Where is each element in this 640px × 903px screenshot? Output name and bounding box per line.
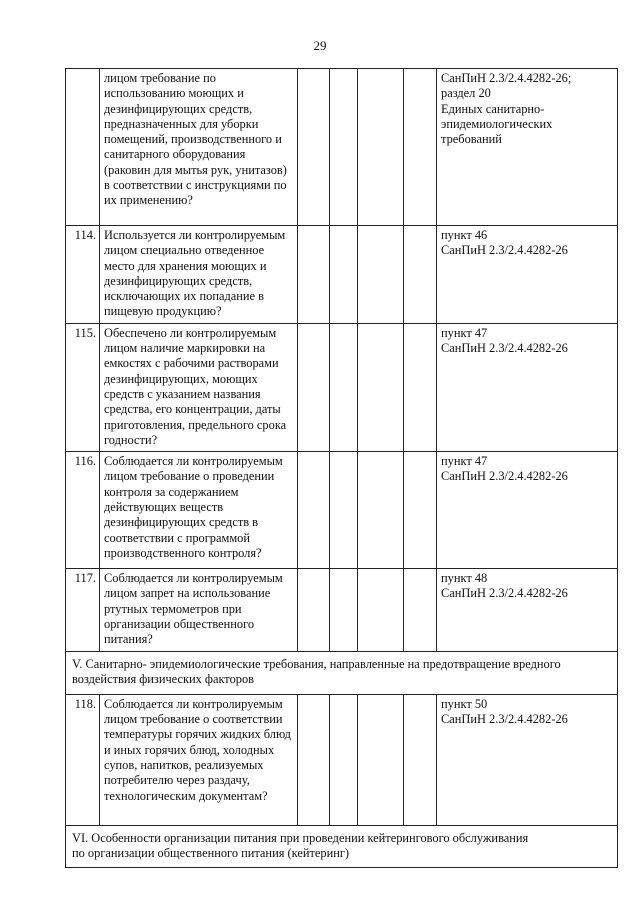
item-question: Соблюдается ли контролируемым лицом требование о проведении контроля за содержанием действующих веществ дезинфицирующих средств в соответствии с программой производственного контроля? [100, 452, 298, 569]
table-row [66, 569, 618, 652]
item-question: Обеспечено ли контролируемым лицом наличие маркировки на емкостях с рабочими растворами дезинфицирующих, моющих средств с указанием названия средства, его концентрации, даты приготовления, предельного срока годности? [100, 323, 298, 451]
item-reference: СанПиН 2.3/2.4.4282-26; раздел 20 Единых санитарно- эпидемиологических требований [437, 69, 618, 226]
answer-na-cell [358, 694, 404, 825]
item-number: 118. [66, 694, 100, 825]
answer-no-cell [330, 69, 358, 226]
answer-yes-cell [298, 69, 330, 226]
answer-count-cell [404, 323, 437, 451]
item-number: 117. [66, 569, 100, 652]
answer-count-cell [404, 69, 437, 226]
answer-no-cell [330, 226, 358, 324]
answer-count-cell [404, 452, 437, 569]
item-question: Соблюдается ли контролируемым лицом запрет на использование ртутных термометров при организации общественного питания? [100, 569, 298, 652]
answer-no-cell [330, 452, 358, 569]
answer-yes-cell [298, 569, 330, 652]
page-number: 29 [313, 38, 327, 53]
item-number: 114. [66, 226, 100, 324]
item-reference: пункт 47 СанПиН 2.3/2.4.4282-26 [437, 452, 618, 569]
section-row [66, 825, 618, 868]
answer-count-cell [404, 569, 437, 652]
section-row [66, 652, 618, 695]
answer-na-cell [358, 452, 404, 569]
table-row [66, 694, 618, 825]
item-reference: пункт 46 СанПиН 2.3/2.4.4282-26 [437, 226, 618, 324]
item-question: Соблюдается ли контролируемым лицом требование о соответствии температуры горячих жидких блюд и иных горячих блюд, холодных супов, напитков, реализуемых потребителю через раздачу, технологическим документам? [100, 694, 298, 825]
answer-na-cell [358, 69, 404, 226]
answer-na-cell [358, 226, 404, 324]
answer-yes-cell [298, 452, 330, 569]
item-number: 115. [66, 323, 100, 451]
table-row [66, 226, 618, 324]
answer-yes-cell [298, 323, 330, 451]
section-heading: VI. Особенности организации питания при проведении кейтерингового обслуживания по организации общественного питания (кейтеринг) [66, 825, 618, 868]
answer-no-cell [330, 694, 358, 825]
item-question: Используется ли контролируемым лицом специально отведенное место для хранения моющих и дезинфицирующих средств, исключающих их попадание в пищевую продукцию? [100, 226, 298, 324]
answer-count-cell [404, 694, 437, 825]
answer-yes-cell [298, 226, 330, 324]
answer-yes-cell [298, 694, 330, 825]
answer-na-cell [358, 323, 404, 451]
table-row [66, 69, 618, 226]
answer-count-cell [404, 226, 437, 324]
answer-no-cell [330, 323, 358, 451]
item-number [66, 69, 100, 226]
table-row [66, 452, 618, 569]
answer-na-cell [358, 569, 404, 652]
item-reference: пункт 47 СанПиН 2.3/2.4.4282-26 [437, 323, 618, 451]
item-reference: пункт 50 СанПиН 2.3/2.4.4282-26 [437, 694, 618, 825]
section-heading: V. Санитарно- эпидемиологические требования, направленные на предотвращение вредного воздействия физических факторов [66, 652, 618, 695]
item-number: 116. [66, 452, 100, 569]
table-row [66, 323, 618, 451]
item-reference: пункт 48 СанПиН 2.3/2.4.4282-26 [437, 569, 618, 652]
checklist-table [65, 68, 618, 868]
answer-no-cell [330, 569, 358, 652]
item-question: лицом требование по использованию моющих и дезинфицирующих средств, предназначенных для уборки помещений, производственного и санитарного оборудования (раковин для мытья рук, унитазов) в соответствии с инструкциями по их применению? [100, 69, 298, 226]
